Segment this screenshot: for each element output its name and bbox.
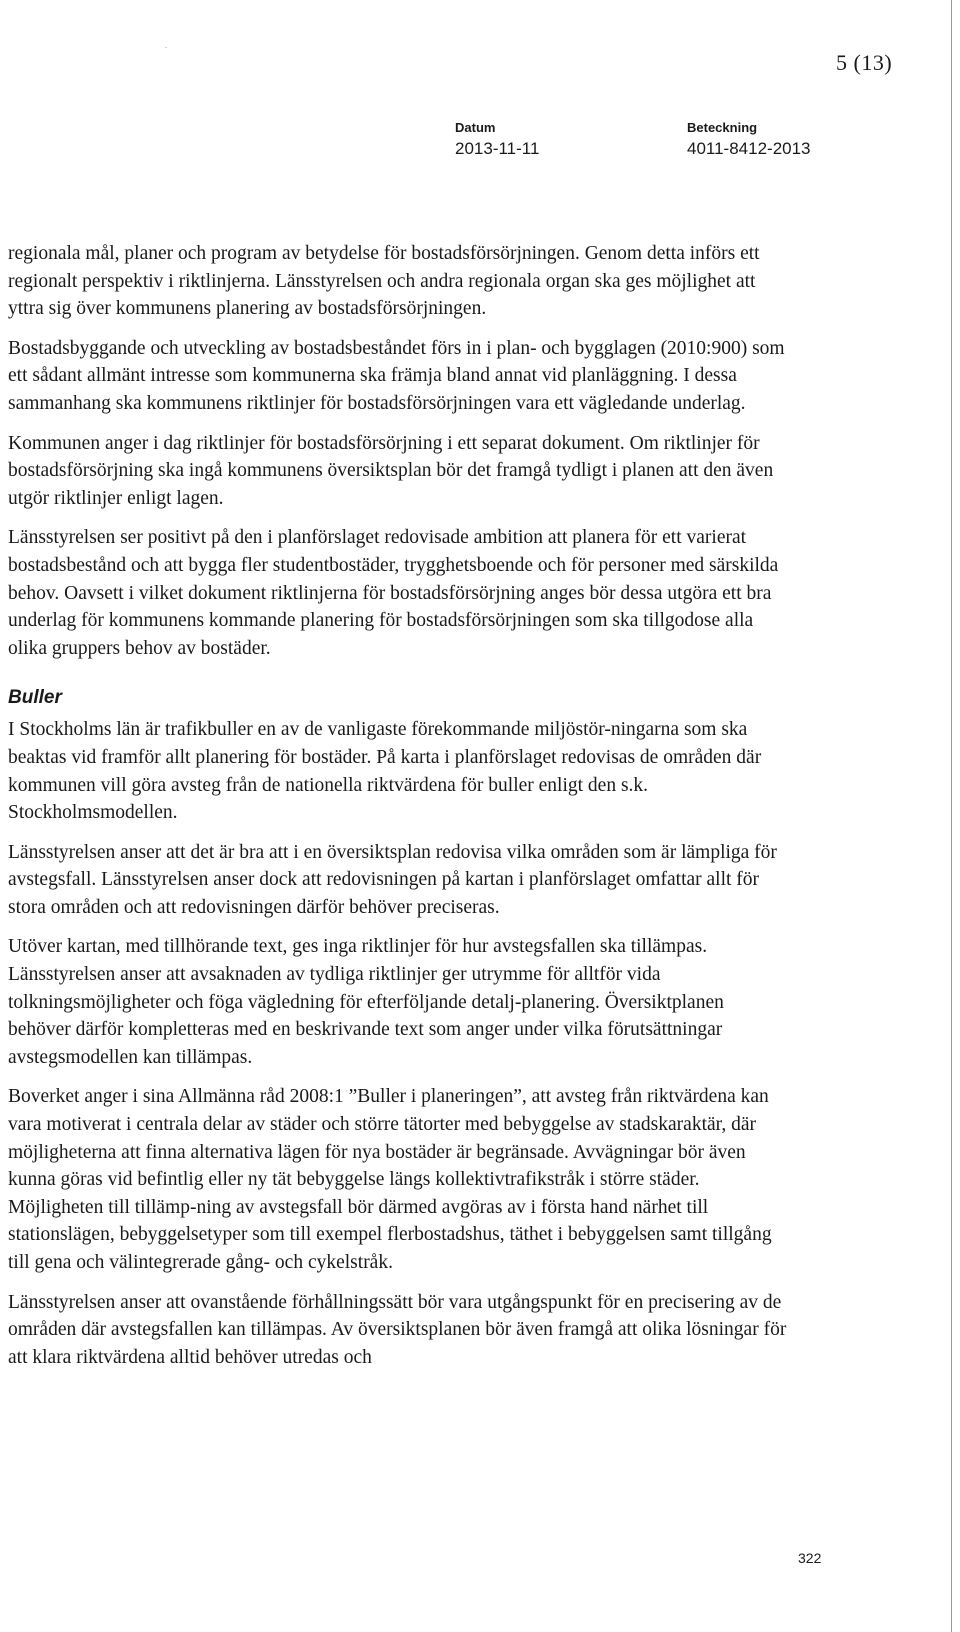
scan-speck bbox=[165, 47, 167, 48]
paragraph: I Stockholms län är trafikbuller en av de vanligaste förekommande miljöstör-ningarna som ska beaktas vid framför allt planering för bostäder. På karta i planförslaget redovisas de områden där kommunen vill göra avsteg från de nationella riktvärdena för buller enligt den s.k. Stockholmsmodellen. bbox=[8, 719, 762, 824]
date-block bbox=[455, 120, 539, 160]
paragraph: Utöver kartan, med tillhörande text, ges inga riktlinjer för hur avstegsfallen ska tillämpas. Länsstyrelsen anser att avsaknaden av tydliga riktlinjer ger utrymme för alltför vida tolkningsmöjligheter och föga vägledning för efterföljande detalj-planering. Översiktplanen behöver därför kompletteras med en beskrivande text som anger under vilka förutsättningar avstegsmodellen kan tillämpas. bbox=[8, 936, 724, 1068]
reference-value: 4011-8412-2013 bbox=[687, 139, 811, 158]
date-value: 2013-11-11 bbox=[455, 139, 540, 158]
paragraph: Länsstyrelsen anser att det är bra att i en översiktsplan redovisa vilka områden som är lämpliga för avstegsfall. Länsstyrelsen anser dock att redovisningen på kartan i planförslaget omfattar allt för stora områden och att redovisningen därför behöver preciseras. bbox=[8, 841, 777, 918]
paragraph: regionala mål, planer och program av betydelse för bostadsförsörjningen. Genom detta införs ett regionalt perspektiv i riktlinjerna. Länsstyrelsen och andra regionala organ ska ges möjlighet att yttra sig över kommunens planering av bostadsförsörjningen. bbox=[8, 243, 760, 320]
document-number: 322 bbox=[798, 1550, 822, 1566]
paragraph: Länsstyrelsen ser positivt på den i planförslaget redovisade ambition att planera för ett varierat bostadsbestånd och att bygga fler studentbostäder, trygghetsboende och för personer med särskilda behov. Oavsett i vilket dokument riktlinjerna för bostadsförsörjning anges bör dessa utgöra ett bra underlag för kommunens kommande planering för bostadsförsörjningen som ska tillgodose alla olika gruppers behov av bostäder. bbox=[8, 527, 779, 659]
paragraph: Boverket anger i sina Allmänna råd 2008:1 ”Buller i planeringen”, att avsteg från riktvärdena kan vara motiverat i centrala delar av städer och större tätorter med bebyggelse av stadskaraktär, där möjligheterna att finna alternativa lägen för nya bostäder är begränsade. Avvägningar bör även kunna göras vid befintlig eller ny tät bebyggelse längs kollektivtrafikstråk i större städer. Möjligheten till tillämp-ning av avstegsfall bör därmed avgöras av i första hand närhet till stationslägen, bebyggelsetyper som till exempel flerbostadshus, täthet i bebyggelsen samt tillgång till gena och välintegrerade gång- och cykelstråk. bbox=[8, 1086, 772, 1273]
section-heading-buller: Buller bbox=[8, 687, 62, 709]
date-label: Datum bbox=[455, 120, 496, 135]
scan-edge-line bbox=[951, 0, 952, 1632]
paragraph: Kommunen anger i dag riktlinjer för bostadsförsörjning i ett separat dokument. Om riktlinjer för bostadsförsörjning ska ingå kommunens översiktsplan bör det framgå tydligt i planen att den även utgör riktlinjer enligt lagen. bbox=[8, 432, 774, 509]
reference-block bbox=[687, 120, 811, 160]
paragraph: Länsstyrelsen anser att ovanstående förhållningssätt bör vara utgångspunkt för en precisering av de områden där avstegsfallen kan tillämpas. Av översiktsplanen bör även framgå att olika lösningar för att klara riktvärdena alltid behöver utredas och bbox=[8, 1291, 787, 1368]
document-body bbox=[8, 240, 788, 1383]
page-number: 5 (13) bbox=[836, 50, 893, 75]
reference-label: Beteckning bbox=[687, 120, 758, 135]
paragraph: Bostadsbyggande och utveckling av bostadsbeståndet förs in i plan- och bygglagen (2010:900) som ett sådant allmänt intresse som kommunerna ska främja bland annat vid planläggning. I dessa sammanhang ska kommunens riktlinjer för bostadsförsörjningen vara ett vägledande underlag. bbox=[8, 337, 785, 414]
